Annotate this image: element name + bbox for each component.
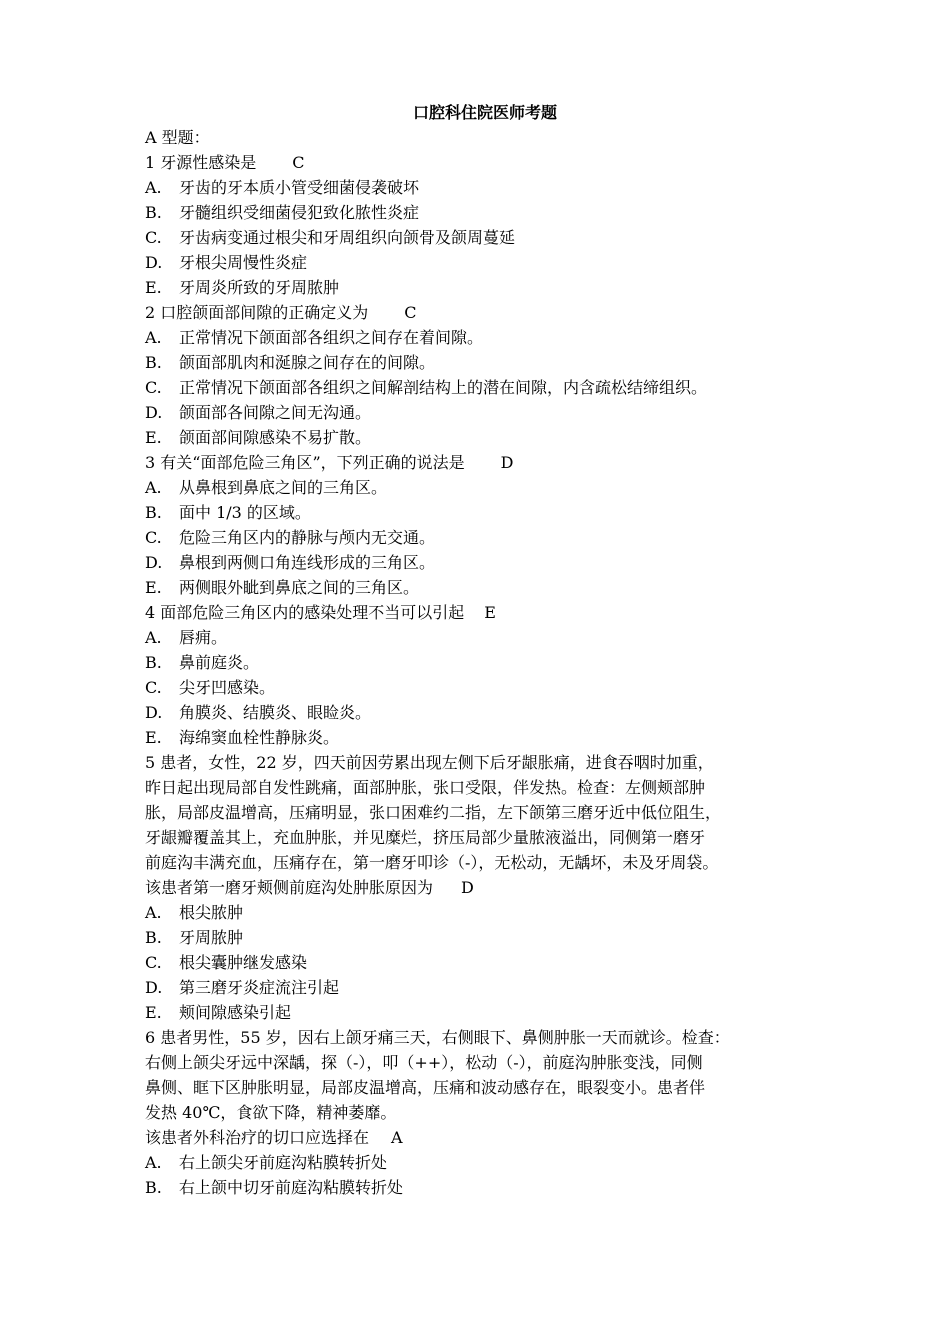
option-text: 鼻前庭炎。 <box>179 653 260 672</box>
option <box>145 175 825 200</box>
option-text: 正常情况下颌面部各组织之间存在着间隙。 <box>179 328 484 347</box>
option-letter: D. <box>145 253 163 272</box>
option-text: 牙周脓肿 <box>179 928 244 947</box>
answer-key: D <box>461 878 474 897</box>
option-letter: A. <box>145 478 162 497</box>
option-text: 海绵窦血栓性静脉炎。 <box>179 728 340 747</box>
option <box>145 225 825 250</box>
option-letter: E. <box>145 578 162 597</box>
answer-key: C <box>404 303 417 322</box>
option-text: 角膜炎、结膜炎、眼睑炎。 <box>179 703 372 722</box>
option-letter: E. <box>145 278 162 297</box>
question-block <box>145 150 825 300</box>
option-text: 牙髓组织受细菌侵犯致化脓性炎症 <box>179 203 420 222</box>
question-block <box>145 300 825 450</box>
answer-key: C <box>292 153 305 172</box>
case-block <box>145 1025 825 1200</box>
option <box>145 925 825 950</box>
option <box>145 1175 825 1200</box>
question-block <box>145 450 825 600</box>
option-text: 牙齿的牙本质小管受细菌侵袭破坏 <box>179 178 420 197</box>
option <box>145 375 825 400</box>
option-text: 第三磨牙炎症流注引起 <box>179 978 340 997</box>
option-letter: B. <box>145 653 162 672</box>
option-text: 牙根尖周慢性炎症 <box>179 253 308 272</box>
question-stem <box>145 450 825 475</box>
case-paragraph-line: 发热 40℃，食欲下降，精神萎靡。 <box>145 1103 397 1122</box>
case-paragraph-line: 牙龈瓣覆盖其上，充血肿胀，并见糜烂，挤压局部少量脓液溢出，同侧第一磨牙 <box>145 828 706 847</box>
case-paragraph-line: 前庭沟丰满充血，压痛存在，第一磨牙叩诊（-），无松动，无龋坏，未及牙周袋。 <box>145 853 719 872</box>
option <box>145 525 825 550</box>
case-paragraph-line: 胀，局部皮温增高，压痛明显，张口困难约二指，左下颌第三磨牙近中低位阻生， <box>145 803 722 822</box>
question-block <box>145 600 825 750</box>
option-text: 右上颌中切牙前庭沟粘膜转折处 <box>179 1178 404 1197</box>
option-text: 牙周炎所致的牙周脓肿 <box>179 278 340 297</box>
option-text: 根尖脓肿 <box>179 903 244 922</box>
question-text: 该患者第一磨牙颊侧前庭沟处肿胀原因为 <box>145 878 434 897</box>
option <box>145 325 825 350</box>
option <box>145 675 825 700</box>
option-text: 颌面部各间隙之间无沟通。 <box>179 403 372 422</box>
option-letter: C. <box>145 378 162 397</box>
question-stem <box>145 300 825 325</box>
option <box>145 725 825 750</box>
question-stem <box>145 150 825 175</box>
answer-key: D <box>500 453 514 472</box>
case-paragraph-line: 鼻侧、眶下区肿胀明显，局部皮温增高，压痛和波动感存在，眼裂变小。患者伴 <box>145 1078 706 1097</box>
question-stem <box>145 1125 825 1150</box>
document-page <box>145 100 825 1200</box>
option-letter: B. <box>145 503 162 522</box>
option <box>145 1000 825 1025</box>
option-text: 牙齿病变通过根尖和牙周组织向颌骨及颌周蔓延 <box>179 228 516 247</box>
option <box>145 575 825 600</box>
option-text: 右上颌尖牙前庭沟粘膜转折处 <box>179 1153 388 1172</box>
question-stem <box>145 600 825 625</box>
option-text: 面中 1/3 的区域。 <box>179 503 311 522</box>
option-letter: A. <box>145 328 162 347</box>
option-letter: E. <box>145 1003 162 1022</box>
option-letter: B. <box>145 203 162 222</box>
option-letter: C. <box>145 678 162 697</box>
option <box>145 700 825 725</box>
question-text: 该患者外科治疗的切口应选择在 <box>145 1128 370 1147</box>
case-paragraph-line: 昨日起出现局部自发性跳痛，面部肿胀，张口受限，伴发热。检查：左侧颊部肿 <box>145 778 706 797</box>
option-letter: D. <box>145 553 163 572</box>
option-text: 两侧眼外眦到鼻底之间的三角区。 <box>179 578 420 597</box>
option <box>145 250 825 275</box>
option <box>145 200 825 225</box>
question-text: 3 有关“面部危险三角区”，下列正确的说法是 <box>145 453 465 472</box>
option-letter: B. <box>145 928 162 947</box>
option <box>145 975 825 1000</box>
option-letter: B. <box>145 1178 162 1197</box>
option-text: 颌面部肌肉和涎腺之间存在的间隙。 <box>179 353 436 372</box>
case-paragraph-line: 右侧上颌尖牙远中深龋，探（-），叩（++），松动（-），前庭沟肿胀变浅，同侧 <box>145 1053 703 1072</box>
option-letter: D. <box>145 703 163 722</box>
case-paragraph-line: 5 患者，女性，22 岁，四天前因劳累出现左侧下后牙龈胀痛，进食吞咽时加重， <box>145 753 714 772</box>
option-text: 唇痈。 <box>179 628 228 647</box>
option <box>145 275 825 300</box>
option <box>145 425 825 450</box>
option <box>145 1150 825 1175</box>
option-letter: D. <box>145 403 163 422</box>
option <box>145 400 825 425</box>
document-title: 口腔科住院医师考题 <box>412 103 557 122</box>
option-text: 危险三角区内的静脉与颅内无交通。 <box>179 528 436 547</box>
answer-key: E <box>484 603 496 622</box>
option-letter: A. <box>145 178 162 197</box>
option-letter: C. <box>145 228 162 247</box>
option <box>145 625 825 650</box>
option-letter: A. <box>145 903 162 922</box>
option <box>145 900 825 925</box>
option <box>145 475 825 500</box>
question-text: 1 牙源性感染是 <box>145 153 257 172</box>
option-text: 颊间隙感染引起 <box>179 1003 292 1022</box>
question-text: 4 面部危险三角区内的感染处理不当可以引起 <box>145 603 465 622</box>
section-label: A 型题： <box>145 128 210 147</box>
option-text: 根尖囊肿继发感染 <box>179 953 308 972</box>
option-letter: E. <box>145 428 162 447</box>
option-letter: A. <box>145 628 162 647</box>
option-text: 鼻根到两侧口角连线形成的三角区。 <box>179 553 436 572</box>
option <box>145 950 825 975</box>
option-letter: C. <box>145 953 162 972</box>
option-text: 正常情况下颌面部各组织之间解剖结构上的潜在间隙，内含疏松结缔组织。 <box>179 378 708 397</box>
option-letter: B. <box>145 353 162 372</box>
question-stem <box>145 875 825 900</box>
option-letter: C. <box>145 528 162 547</box>
option-text: 尖牙凹感染。 <box>179 678 276 697</box>
option-letter: D. <box>145 978 163 997</box>
case-paragraph-line: 6 患者男性，55 岁，因右上颌牙痛三天，右侧眼下、鼻侧肿胀一天而就诊。检查： <box>145 1028 730 1047</box>
option <box>145 550 825 575</box>
case-block <box>145 750 825 1025</box>
option-letter: A. <box>145 1153 162 1172</box>
option-text: 从鼻根到鼻底之间的三角区。 <box>179 478 388 497</box>
option <box>145 500 825 525</box>
option <box>145 650 825 675</box>
question-text: 2 口腔颌面部间隙的正确定义为 <box>145 303 369 322</box>
option <box>145 350 825 375</box>
option-letter: E. <box>145 728 162 747</box>
answer-key: A <box>391 1128 403 1147</box>
option-text: 颌面部间隙感染不易扩散。 <box>179 428 372 447</box>
